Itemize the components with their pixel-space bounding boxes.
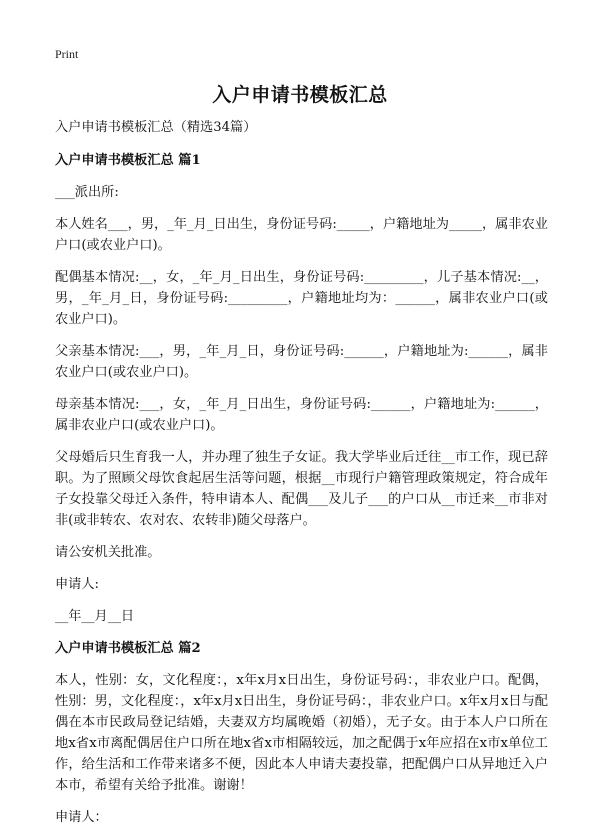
section-2	[55, 638, 548, 828]
document-body	[55, 117, 548, 839]
signature-label: 申请人:	[55, 577, 100, 592]
section-1	[55, 150, 548, 627]
application-body: 本人，性别：女，文化程度：，x年x月x日出生，身份证号码：，非农业户口。配偶，性别：男，文化程度：，x年x月x日出生，身份证号码：，非农业户口。x年x月x日与配偶在本市民政局登记结婚，夫妻双方均属晚婚（初婚），无子女。由于本人户口所在地x省x市离配偶居住户口所在地x省x市相隔较远，加之配偶于x年应招在x市x单位工作，给生活和工作带来诸多不便，因此本人申请夫妻投靠，把配偶户口从异地迁入户本市，希望有关给予批准。谢谢！	[55, 673, 548, 793]
approval-request: 请公安机关批准。	[55, 545, 161, 560]
addressee: ___派出所:	[55, 185, 119, 200]
document-title: 入户申请书模板汇总	[212, 84, 388, 106]
mother-info: 母亲基本情况:___，女，_年_月_日出生，身份证号码:______，户籍地址为:______，属非农业户口(或农业户口)。	[55, 397, 548, 433]
application-reason: 父母婚后只生育我一人，并办理了独生子女证。我大学毕业后迁往__市工作，现已辞职。为了照顾父母饮食起居生活等问题，根据__市现行户籍管理政策规定，符合成年子女投靠父母迁入条件，特申请本人、配偶___及儿子___的户口从__市迁来__市非对非(或非转农、农对农、农转非)随父母落户。	[55, 450, 548, 528]
section-heading: 入户申请书模板汇总 篇1	[55, 153, 201, 168]
applicant-info: 本人姓名___，男，_年_月_日出生，身份证号码:_____，户籍地址为_____，属非农业户口(或农业户口)。	[55, 217, 548, 253]
signature-label: 申请人：	[55, 810, 108, 825]
document-subtitle: 入户申请书模板汇总（精选34篇）	[55, 120, 257, 135]
spouse-child-info: 配偶基本情况:__，女，_年_月_日出生，身份证号码:_________，儿子基本情况:__，男，_年_月_日，身份证号码:_________，户籍地址均为：______，属非农业户口(或农业户口)。	[55, 270, 548, 327]
father-info: 父亲基本情况:___，男，_年_月_日，身份证号码:______，户籍地址为:______，属非农业户口(或农业户口)。	[55, 344, 548, 380]
section-heading: 入户申请书模板汇总 篇2	[55, 641, 201, 656]
date-line: __年__月__日	[55, 609, 135, 624]
print-link[interactable]: Print	[55, 47, 79, 61]
